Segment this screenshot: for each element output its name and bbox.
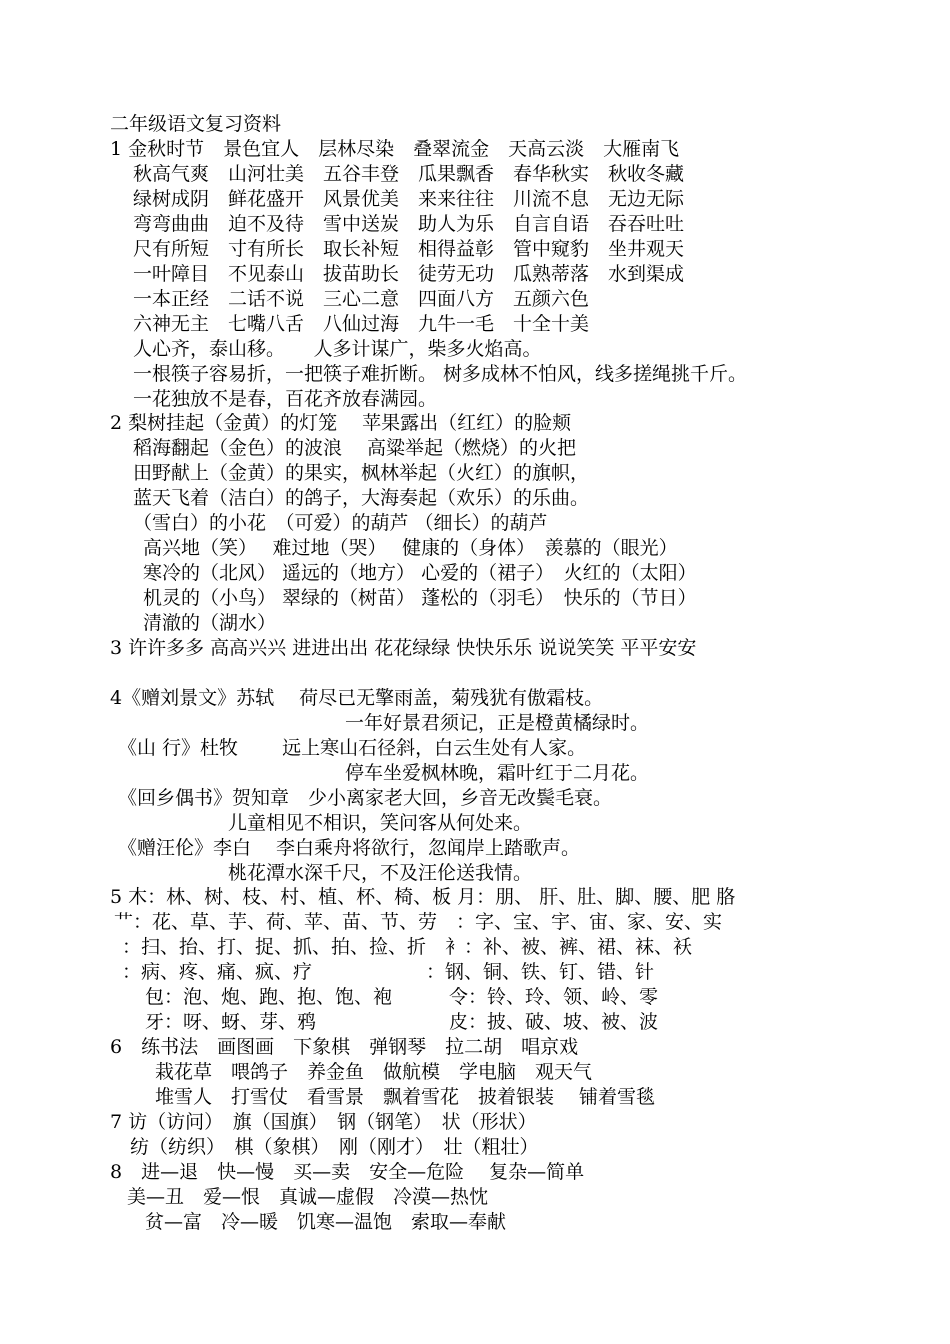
section-4-line: 《赠汪伦》李白 李白乘舟将欲行，忽闻岸上踏歌声。	[118, 837, 581, 859]
section-8-line: 美—丑 爱—恨 真诚—虚假 冷漠—热忱	[127, 1186, 489, 1208]
section-1-line: 尺有所短 寸有所长 取长补短 相得益彰 管中窥豹 坐井观天	[133, 238, 685, 260]
section-2-line: 高兴地（笑） 难过地（哭） 健康的（身体） 羡慕的（眼光）	[143, 537, 678, 559]
section-1-line: 绿树成阴 鲜花盛开 风景优美 来来往往 川流不息 无边无际	[133, 188, 685, 210]
section-3-line: 3 许许多多 高高兴兴 进进出出 花花绿绿 快快乐乐 说说笑笑 平平安安	[110, 637, 697, 659]
section-5-line: ：病、疼、痛、疯、疗 ：钢、铜、铁、钉、错、针	[122, 961, 655, 983]
section-2-line: 机灵的（小鸟） 翠绿的（树苗） 蓬松的（羽毛） 快乐的（节日）	[143, 587, 697, 609]
section-7-line: 纺（纺织） 棋（象棋） 刚（刚才） 壮（粗壮）	[130, 1136, 539, 1158]
section-8-line: 贫—富 冷—暖 饥寒—温饱 索取—奉献	[145, 1211, 507, 1233]
section-5-line: ：扫、抬、打、捉、抓、拍、捡、折 衤：补、被、裤、裙、袜、袄	[122, 936, 693, 958]
section-2-line: 稻海翻起（金色）的波浪 高粱举起（燃烧）的火把	[133, 437, 577, 459]
section-5-line: 牙：呀、蚜、芽、鸦 皮：披、破、坡、被、波	[145, 1011, 659, 1033]
section-2-line: 田野献上（金黄）的果实，枫林举起（火红）的旗帜，	[133, 462, 590, 484]
section-6-line: 栽花草 喂鸽子 养金鱼 做航模 学电脑 观天气	[155, 1061, 593, 1083]
section-1-line: 1 金秋时节 景色宜人 层林尽染 叠翠流金 天高云淡 大雁南飞	[110, 138, 680, 160]
section-4-line: 《山 行》杜牧 远上寒山石径斜，白云生处有人家。	[118, 737, 587, 759]
section-4-line: 停车坐爱枫林晚，霜叶红于二月花。	[345, 762, 650, 784]
section-1-line: 人心齐，泰山移。 人多计谋广，柴多火焰高。	[133, 338, 542, 360]
section-4-line: 4《赠刘景文》苏轼 荷尽已无擎雨盖，菊残犹有傲霜枝。	[110, 687, 604, 709]
section-4-line: 儿童相见不相识，笑问客从何处来。	[228, 812, 533, 834]
section-6-line: 6 练书法 画图画 下象棋 弹钢琴 拉二胡 唱京戏	[110, 1036, 579, 1058]
section-5-line: 5 木：林、树、枝、村、植、杯、椅、板 月：朋、 肝、肚、脚、腰、肥 胳	[110, 886, 736, 908]
section-2-line: 蓝天飞着（洁白）的鸽子，大海奏起（欢乐）的乐曲。	[133, 487, 590, 509]
section-4-line: 桃花潭水深千尺，不及汪伦送我情。	[228, 862, 533, 884]
section-1-line: 一本正经 二话不说 三心二意 四面八方 五颜六色	[133, 288, 590, 310]
section-2-line: （雪白）的小花 （可爱）的葫芦 （细长）的葫芦	[133, 512, 548, 534]
section-1-line: 一叶障目 不见泰山 拔苗助长 徒劳无功 瓜熟蒂落 水到渠成	[133, 263, 685, 285]
section-1-line: 六神无主 七嘴八舌 八仙过海 九牛一毛 十全十美	[133, 313, 590, 335]
section-6-line: 堆雪人 打雪仗 看雪景 飘着雪花 披着银装 铺着雪毯	[155, 1086, 656, 1108]
section-2-line: 2 梨树挂起（金黄）的灯笼 苹果露出（红红）的脸颊	[110, 412, 572, 434]
section-4-line: 一年好景君须记，正是橙黄橘绿时。	[345, 712, 650, 734]
section-1-line: 一花独放不是春，百花齐放春满园。	[133, 388, 438, 410]
section-1-line: 秋高气爽 山河壮美 五谷丰登 瓜果飘香 春华秋实 秋收冬藏	[133, 163, 685, 185]
section-2-line: 寒冷的（北风） 遥远的（地方） 心爱的（裙子） 火红的（太阳）	[143, 562, 697, 584]
section-1-line: 一根筷子容易折，一把筷子难折断。 树多成林不怕风，线多搓绳挑千斤。	[133, 363, 748, 385]
section-8-line: 8 进—退 快—慢 买—卖 安全—危险 复杂—简单	[110, 1161, 585, 1183]
section-7-line: 7 访（访问） 旗（国旗） 钢（钢笔） 状（形状）	[110, 1111, 537, 1133]
document-title: 二年级语文复习资料	[110, 113, 282, 135]
section-4-line: 《回乡偶书》贺知章 少小离家老大回，乡音无改鬓毛衰。	[118, 787, 613, 809]
section-1-line: 弯弯曲曲 迫不及待 雪中送炭 助人为乐 自言自语 吞吞吐吐	[133, 213, 685, 235]
section-5-line: 艹：花、草、芋、荷、苹、苗、节、劳 ：字、宝、宇、宙、家、安、实	[114, 911, 723, 933]
section-5-line: 包：泡、炮、跑、抱、饱、袍 令：铃、玲、领、岭、零	[145, 986, 659, 1008]
section-2-line: 清澈的（湖水）	[143, 612, 277, 634]
